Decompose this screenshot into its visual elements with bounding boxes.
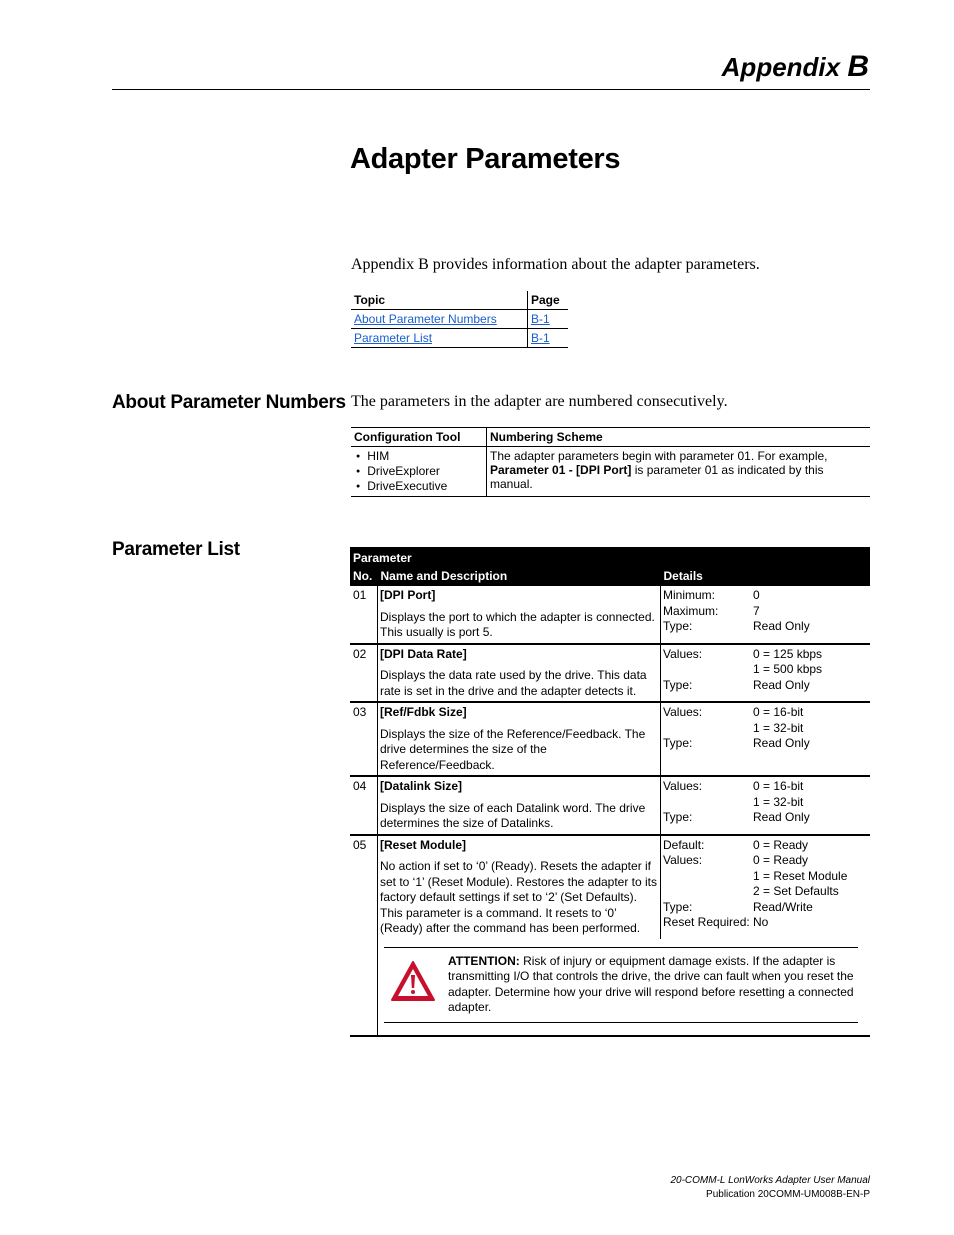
- detail-label: Type:: [663, 899, 693, 914]
- topic-table-header: [351, 291, 568, 310]
- parameter-table: [350, 547, 870, 1037]
- detail-label: Values:: [663, 853, 703, 867]
- configuration-tool-header: Configuration Tool: [351, 428, 487, 447]
- detail-value: 0 = 125 kbps: [753, 646, 823, 661]
- param-no: 02: [350, 644, 378, 703]
- tool-list: [354, 449, 483, 494]
- topic-link-parameter-list[interactable]: Parameter List: [354, 331, 433, 345]
- detail-value: 0 = 16-bit: [753, 705, 804, 719]
- detail-value: Read Only: [753, 736, 810, 750]
- configuration-table: [351, 427, 870, 497]
- scheme-line: [490, 463, 867, 491]
- param-description: Displays the size of the Reference/Feedback. The drive determines the size of the Reference/Feedback.: [380, 726, 646, 772]
- scheme-bold: Parameter 01 - [DPI Port]: [490, 463, 632, 477]
- param-description: Displays the port to which the adapter is connected. This usually is port 5.: [380, 609, 655, 639]
- attention-row: [350, 939, 870, 1036]
- table-row: [350, 776, 870, 835]
- param-details: [661, 835, 871, 939]
- attention-label: ATTENTION:: [448, 953, 520, 968]
- param-name: [DPI Port]: [380, 588, 436, 602]
- detail-value: 0 = Ready: [753, 853, 809, 867]
- param-no: 03: [350, 702, 378, 776]
- param-description: Displays the size of each Datalink word. The drive determines the size of Datalinks.: [380, 800, 646, 830]
- detail-label: [663, 795, 753, 811]
- name-description-header: Name and Description: [380, 569, 508, 583]
- param-no: 01: [350, 586, 378, 644]
- detail-label: Type:: [663, 810, 693, 824]
- param-cell: [378, 702, 661, 776]
- attention-spacer: [350, 939, 378, 1036]
- param-name: [Reset Module]: [380, 837, 467, 852]
- configuration-table-header: [351, 428, 870, 447]
- top-rule: [112, 89, 870, 90]
- detail-label: Values:: [663, 779, 703, 793]
- warning-triangle-icon: [390, 960, 436, 1002]
- footer-manual-title: 20-COMM-L LonWorks Adapter User Manual: [670, 1175, 870, 1186]
- scheme-line: The adapter parameters begin with parameter 01. For example,: [490, 449, 828, 463]
- detail-value: Read Only: [753, 677, 810, 692]
- appendix-letter: B: [847, 50, 869, 83]
- page-title: Adapter Parameters: [350, 143, 621, 175]
- param-description: Displays the data rate used by the drive. This data rate is set in the drive and the adapter detects it.: [380, 668, 647, 698]
- section-heading-about-parameter-numbers: About Parameter Numbers: [112, 392, 346, 413]
- detail-label: [663, 662, 753, 678]
- detail-value: 0: [753, 588, 760, 602]
- param-details: [661, 702, 871, 776]
- param-no: 04: [350, 776, 378, 835]
- numbers-text: The parameters in the adapter are numbered consecutively.: [351, 393, 728, 410]
- parameter-header: Parameter: [353, 550, 412, 565]
- table-row: [351, 310, 568, 329]
- numbering-scheme-header: Numbering Scheme: [487, 428, 871, 447]
- page-link-b1[interactable]: B-1: [531, 331, 550, 345]
- footer-publication: Publication 20COMM-UM008B-EN-P: [706, 1189, 870, 1200]
- table-row: [350, 835, 870, 939]
- param-name: [DPI Data Rate]: [380, 646, 467, 661]
- parameter-table-header: [350, 566, 870, 586]
- attention-cell: [378, 939, 871, 1036]
- param-description: No action if set to ‘0’ (Ready). Resets the adapter if set to ‘1’ (Reset Module). Restores the adapter to its factory default settings if set to ‘2’ (Set Defaults). This parameter is a command. It resets to ‘0’ (Ready) after the command has been performed.: [380, 859, 658, 935]
- parameter-table-header-top: [350, 547, 870, 566]
- topic-link-about-parameter-numbers[interactable]: About Parameter Numbers: [354, 312, 497, 326]
- details-header: Details: [663, 569, 703, 583]
- param-name: [Ref/Fdbk Size]: [380, 705, 467, 719]
- list-item: ● DriveExplorer: [354, 464, 483, 479]
- detail-value: 1 = 32-bit: [753, 794, 804, 809]
- scheme-rest: is parameter 01 as indicated by this manual.: [490, 463, 824, 491]
- attention-box: [384, 947, 858, 1023]
- param-name: [Datalink Size]: [380, 779, 463, 793]
- appendix-word: Appendix: [721, 52, 848, 82]
- detail-value: Read/Write: [753, 899, 813, 914]
- list-item: ● DriveExecutive: [354, 479, 483, 494]
- list-item: ● HIM: [354, 449, 483, 464]
- detail-label: Minimum:: [663, 588, 716, 602]
- appendix-heading: [722, 50, 869, 84]
- detail-label: Reset Required:: [663, 915, 750, 929]
- detail-value: 7: [753, 603, 760, 618]
- attention-message: Risk of injury or equipment damage exists. If the adapter is transmitting I/O that controls the drive, the drive can fault when you reset the adapter. Determine how your drive will respond before resetting a connected adapter.: [448, 953, 854, 1014]
- detail-value: 0 = Ready: [753, 837, 809, 852]
- detail-value: Read Only: [753, 810, 810, 824]
- detail-value: No: [753, 915, 769, 929]
- attention-text: [448, 954, 858, 1016]
- detail-label: [663, 869, 753, 885]
- table-row: [350, 586, 870, 644]
- topic-table: [351, 291, 568, 348]
- table-row: [350, 644, 870, 703]
- detail-label: Default:: [663, 837, 705, 852]
- detail-label: Maximum:: [663, 603, 719, 618]
- page-link-b1[interactable]: B-1: [531, 312, 550, 326]
- topic-header: Topic: [351, 291, 528, 310]
- param-no: 05: [350, 835, 378, 939]
- param-cell: [378, 586, 661, 644]
- detail-label: Type:: [663, 619, 693, 633]
- detail-label: Values:: [663, 646, 703, 661]
- detail-value: 1 = 500 kbps: [753, 662, 823, 676]
- param-cell: [378, 835, 661, 939]
- detail-value: 2 = Set Defaults: [753, 884, 839, 898]
- detail-label: Type:: [663, 677, 693, 692]
- detail-label: [663, 884, 753, 900]
- param-details: [661, 586, 871, 644]
- detail-value: 0 = 16-bit: [753, 779, 804, 793]
- param-cell: [378, 776, 661, 835]
- table-row: [351, 447, 870, 497]
- detail-value: 1 = Reset Module: [753, 868, 848, 883]
- tool-list-cell: [351, 447, 487, 497]
- detail-label: Values:: [663, 705, 703, 719]
- param-cell: [378, 644, 661, 703]
- table-row: [350, 702, 870, 776]
- no-header: No.: [353, 569, 373, 583]
- numbering-scheme-cell: [487, 447, 871, 497]
- intro-text: Appendix B provides information about the adapter parameters.: [351, 256, 760, 273]
- detail-label: [663, 721, 753, 737]
- detail-value: Read Only: [753, 619, 810, 633]
- param-details: [661, 776, 871, 835]
- section-heading-parameter-list: Parameter List: [112, 539, 240, 560]
- detail-value: 1 = 32-bit: [753, 720, 804, 735]
- param-details: [661, 644, 871, 703]
- table-row: [351, 329, 568, 348]
- page-header: Page: [528, 291, 569, 310]
- detail-label: Type:: [663, 736, 693, 750]
